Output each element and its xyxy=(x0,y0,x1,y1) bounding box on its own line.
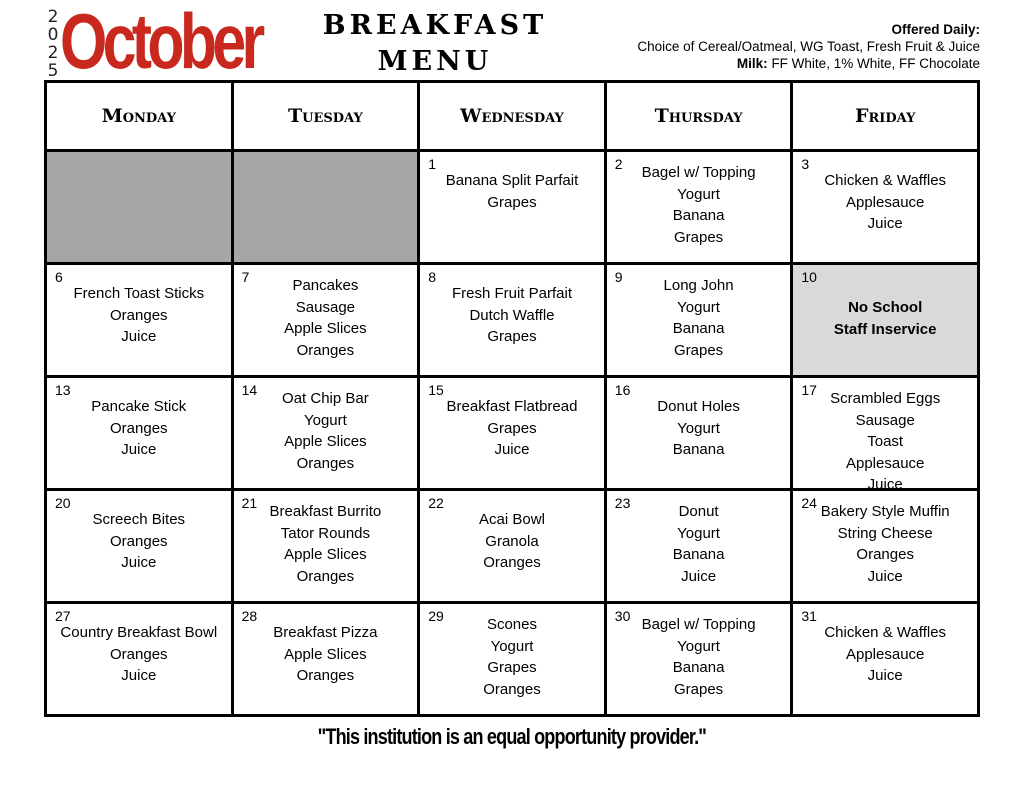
menu-item: Apple Slices xyxy=(284,433,367,450)
menu-item: Oranges xyxy=(296,341,355,359)
menu-item: Banana xyxy=(672,441,725,458)
menu-item: Juice xyxy=(494,441,530,458)
milk-label: Milk: xyxy=(736,56,768,71)
day-number: 1 xyxy=(428,156,436,172)
no-school-note: No School xyxy=(848,299,923,316)
day-cell xyxy=(419,264,606,377)
menu-item: Banana xyxy=(672,320,725,337)
menu-item: Sausage xyxy=(295,298,355,316)
offered-daily-block xyxy=(637,21,980,72)
day-cell xyxy=(605,264,792,377)
menu-items xyxy=(793,501,977,587)
day-number: 8 xyxy=(428,269,436,285)
day-cell xyxy=(46,264,233,377)
menu-calendar xyxy=(44,80,980,717)
day-number: 13 xyxy=(55,382,71,398)
menu-item: Grapes xyxy=(673,341,724,359)
equal-opportunity-statement xyxy=(0,724,1024,750)
menu-items xyxy=(420,509,604,574)
menu-item: Apple Slices xyxy=(284,645,367,663)
menu-item: Grapes xyxy=(487,659,537,676)
week-row xyxy=(46,264,979,377)
day-header-wednesday: Wednesday xyxy=(419,82,606,151)
day-number: 16 xyxy=(614,382,631,398)
menu-item: Bagel w/ Topping xyxy=(641,616,756,633)
menu-item: Banana xyxy=(672,546,725,563)
menu-items xyxy=(607,501,791,587)
menu-title xyxy=(280,8,590,80)
day-cell xyxy=(605,377,792,490)
menu-item: Oranges xyxy=(296,454,355,472)
day-number: 10 xyxy=(801,269,817,285)
menu-item: Applesauce xyxy=(845,454,925,472)
menu-item: Juice xyxy=(867,567,903,585)
menu-items xyxy=(234,501,418,587)
menu-items xyxy=(793,170,977,235)
menu-items xyxy=(793,388,977,496)
day-cell xyxy=(419,151,606,264)
menu-item: Breakfast Burrito xyxy=(269,503,382,520)
year-digit: 2 xyxy=(47,7,59,27)
menu-item: Yogurt xyxy=(677,298,720,316)
menu-item: Yogurt xyxy=(677,185,720,203)
menu-items xyxy=(793,622,977,687)
menu-item: Grapes xyxy=(487,419,537,437)
menu-item: Grapes xyxy=(487,193,537,211)
menu-items xyxy=(607,162,791,248)
day-number: 21 xyxy=(241,495,258,511)
offered-label: Offered Daily: xyxy=(891,22,980,37)
day-number: 28 xyxy=(241,608,258,624)
menu-item: Pancake Stick xyxy=(91,398,187,415)
day-number: 30 xyxy=(614,608,631,624)
menu-item: Banana xyxy=(672,659,725,676)
menu-item: Grapes xyxy=(487,328,537,345)
day-cell xyxy=(46,603,233,716)
menu-item: Oranges xyxy=(483,554,541,571)
day-cell xyxy=(419,490,606,603)
footer-text: "This institution is an equal opportunity provider." xyxy=(317,724,707,749)
menu-item: Chicken & Waffles xyxy=(824,172,947,189)
menu-item: Breakfast Pizza xyxy=(273,624,378,641)
menu-item: Apple Slices xyxy=(284,546,367,563)
day-cell xyxy=(792,490,979,603)
menu-item: Apple Slices xyxy=(284,320,367,337)
day-cell xyxy=(605,151,792,264)
month-title: October xyxy=(60,0,261,85)
day-header-monday: Monday xyxy=(46,82,233,151)
offered-text: Choice of Cereal/Oatmeal, WG Toast, Fresh Fruit & Juice xyxy=(637,39,980,54)
week-row xyxy=(46,151,979,264)
menu-items xyxy=(234,275,418,361)
menu-items xyxy=(47,622,231,687)
menu-item: Oranges xyxy=(110,306,168,324)
menu-item: Oranges xyxy=(296,567,355,585)
day-cell xyxy=(419,603,606,716)
day-number: 15 xyxy=(428,382,444,398)
menu-item: Donut Holes xyxy=(657,398,740,415)
menu-items xyxy=(420,614,604,700)
day-number: 17 xyxy=(801,382,817,398)
day-number: 23 xyxy=(614,495,631,511)
menu-item: Toast xyxy=(867,433,904,450)
day-cell xyxy=(605,603,792,716)
menu-items xyxy=(47,509,231,574)
menu-items xyxy=(234,388,418,474)
day-header-row xyxy=(46,82,979,151)
menu-item: Granola xyxy=(485,532,539,550)
day-number: 24 xyxy=(801,495,817,511)
menu-item: Juice xyxy=(867,667,903,684)
day-cell xyxy=(46,377,233,490)
day-number: 7 xyxy=(241,269,250,285)
day-cell xyxy=(792,151,979,264)
day-header-thursday: Thursday xyxy=(605,82,792,151)
menu-items xyxy=(793,297,977,340)
day-cell xyxy=(419,377,606,490)
menu-item: Oranges xyxy=(483,680,541,698)
menu-item: Oranges xyxy=(110,419,168,437)
menu-items xyxy=(607,614,791,700)
menu-item: French Toast Sticks xyxy=(73,285,205,302)
menu-item: Banana Split Parfait xyxy=(445,172,579,189)
menu-item: Acai Bowl xyxy=(479,511,545,528)
day-cell xyxy=(232,603,419,716)
day-cell xyxy=(792,377,979,493)
menu-item: Applesauce xyxy=(845,645,925,663)
day-cell xyxy=(792,603,979,716)
menu-item: Juice xyxy=(121,554,157,571)
day-number: 27 xyxy=(55,608,71,624)
menu-item: Donut xyxy=(678,503,719,520)
menu-item: Yogurt xyxy=(677,419,720,437)
menu-items xyxy=(234,622,418,687)
week-row xyxy=(46,490,979,603)
menu-item: Yogurt xyxy=(677,637,720,655)
day-number: 2 xyxy=(614,156,623,172)
menu-item: String Cheese xyxy=(837,524,933,542)
menu-item: Applesauce xyxy=(845,193,925,211)
menu-item: Long John xyxy=(663,277,734,294)
menu-item: Country Breakfast Bowl xyxy=(60,624,218,641)
menu-item: Scrambled Eggs xyxy=(830,390,941,407)
menu-items xyxy=(420,283,604,348)
week-row xyxy=(46,377,979,490)
day-cell xyxy=(232,264,419,377)
menu-item: Yogurt xyxy=(303,411,347,429)
menu-item: Juice xyxy=(867,476,903,493)
menu-item: Juice xyxy=(681,567,717,585)
menu-item: Juice xyxy=(121,667,157,684)
day-cell xyxy=(232,490,419,603)
day-number: 20 xyxy=(55,495,71,511)
menu-item: Bagel w/ Topping xyxy=(641,164,756,181)
menu-item: Sausage xyxy=(855,411,915,429)
day-number: 22 xyxy=(428,495,444,511)
year-digit: 5 xyxy=(47,61,59,81)
menu-item: Pancakes xyxy=(292,277,359,294)
menu-items xyxy=(47,396,231,461)
day-number: 29 xyxy=(428,608,444,624)
day-number: 31 xyxy=(801,608,817,624)
menu-items xyxy=(607,275,791,361)
menu-item: Yogurt xyxy=(677,524,720,542)
day-header-friday: Friday xyxy=(792,82,979,151)
menu-items xyxy=(47,283,231,348)
menu-item: Juice xyxy=(121,441,157,458)
empty-day-cell xyxy=(46,151,233,264)
empty-day-cell xyxy=(232,151,419,264)
menu-item: Grapes xyxy=(673,680,724,698)
day-cell xyxy=(605,490,792,603)
menu-items xyxy=(420,396,604,461)
menu-item: Tator Rounds xyxy=(280,524,370,542)
no-school-note: Staff Inservice xyxy=(833,320,937,338)
menu-item: Oranges xyxy=(110,645,168,663)
menu-item: Yogurt xyxy=(490,637,534,655)
menu-item: Chicken & Waffles xyxy=(824,624,947,641)
menu-item: Banana xyxy=(672,207,725,224)
menu-item: Oranges xyxy=(110,532,168,550)
menu-item: Bakery Style Muffin xyxy=(820,503,950,520)
menu-item: Fresh Fruit Parfait xyxy=(451,285,572,302)
menu-item: Oranges xyxy=(296,667,355,684)
day-number: 9 xyxy=(614,269,623,285)
menu-item: Oat Chip Bar xyxy=(282,390,369,407)
menu-title-line1: BREAKFAST xyxy=(322,10,548,41)
day-number: 14 xyxy=(241,382,258,398)
year-digit: 2 xyxy=(47,43,59,63)
menu-item: Juice xyxy=(867,215,903,232)
menu-item: Juice xyxy=(121,328,157,345)
day-header-tuesday: Tuesday xyxy=(232,82,419,151)
milk-text: FF White, 1% White, FF Chocolate xyxy=(771,56,980,71)
menu-item: Dutch Waffle xyxy=(469,306,555,324)
menu-item: Scones xyxy=(486,616,537,633)
no-school-day-cell xyxy=(792,264,979,377)
calendar-body xyxy=(46,151,979,716)
day-number: 3 xyxy=(801,156,810,172)
menu-item: Breakfast Flatbread xyxy=(446,398,578,415)
menu-item: Screech Bites xyxy=(92,511,186,528)
day-cell xyxy=(232,377,419,490)
week-row xyxy=(46,603,979,716)
menu-items xyxy=(607,396,791,461)
menu-title-line2: MENU xyxy=(377,46,493,77)
menu-item: Grapes xyxy=(673,228,724,246)
menu-items xyxy=(420,170,604,213)
menu-item: Oranges xyxy=(856,546,914,563)
day-cell xyxy=(46,490,233,603)
year-digit: 0 xyxy=(47,25,59,45)
day-number: 6 xyxy=(55,269,63,285)
